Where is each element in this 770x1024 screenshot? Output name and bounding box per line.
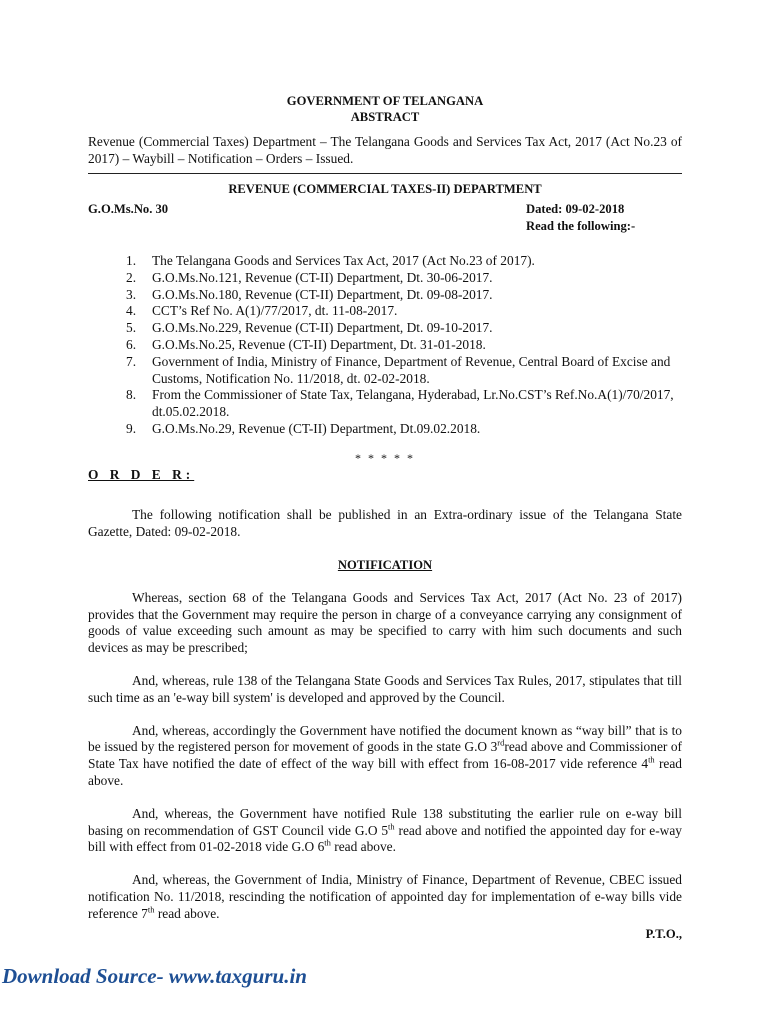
- reference-text: From the Commissioner of State Tax, Telangana, Hyderabad, Lr.No.CST’s Ref.No.A(1)/70/2017, dt.05.02.2018.: [152, 387, 674, 420]
- separator: * * * * *: [355, 450, 415, 465]
- reference-number: 1.: [126, 252, 137, 268]
- reference-text: Government of India, Ministry of Finance, Department of Revenue, Central Board of Excise and Customs, Notification No. 11/2018, dt. 02-02-2018.: [152, 353, 671, 386]
- reference-number: 5.: [126, 320, 137, 336]
- reference-item: [88, 320, 682, 337]
- order-heading: O R D E R:: [88, 466, 195, 482]
- pto-label: P.T.O.,: [645, 927, 682, 942]
- paragraph-3: And, whereas, accordingly the Government have notified the document known as “way bill” that is to be issued by the registered person for movement of goods in the state G.O 3rdread above and Commissioner of State Tax have notified the date of effect of the way bill with effect from 16-08-2017 vide reference 4th read above.: [88, 722, 683, 788]
- govt-heading: GOVERNMENT OF TELANGANA: [286, 94, 484, 108]
- document-page: [88, 94, 682, 943]
- read-row: [88, 218, 682, 235]
- go-date: Dated: 09-02-2018: [526, 202, 625, 217]
- reference-number: 6.: [126, 336, 137, 352]
- download-source-link[interactable]: Download Source- www.taxguru.in: [2, 964, 307, 988]
- reference-number: 2.: [126, 269, 137, 285]
- paragraph-5: And, whereas, the Government of India, Ministry of Finance, Department of Revenue, CBEC issued notification No. 11/2018, rescinding the notification of appointed day for implementation of e-way bills vide reference 7th read above.: [88, 872, 682, 921]
- read-following: Read the following:-: [526, 219, 636, 234]
- reference-item: [88, 303, 682, 320]
- reference-item: [88, 421, 682, 438]
- reference-number: 3.: [126, 286, 137, 302]
- reference-item: [88, 287, 682, 304]
- reference-item: [88, 337, 682, 354]
- divider: [88, 173, 682, 174]
- go-number: G.O.Ms.No. 30: [88, 202, 169, 217]
- subject-line: Revenue (Commercial Taxes) Department – The Telangana Goods and Services Tax Act, 2017 (Act No.23 of 2017) – Waybill – Notification – Orders – Issued.: [88, 134, 682, 166]
- order-paragraph: The following notification shall be published in an Extra-ordinary issue of the Telangana State Gazette, Dated: 09-02-2018.: [88, 507, 682, 540]
- paragraph-1: Whereas, section 68 of the Telangana Goods and Services Tax Act, 2017 (Act No. 23 of 2017) provides that the Government may require the person in charge of a conveyance carrying any consignment of goods of value exceeding such amount as may be specified to carry with him such documents and such devices as may be prescribed;: [88, 589, 682, 656]
- paragraph-4: And, whereas, the Government have notified Rule 138 substituting the earlier rule on e-way bill basing on recommendation of GST Council vide G.O 5th read above and notified the appointed day for e-way bill with effect from 01-02-2018 vide G.O 6th read above.: [88, 805, 682, 855]
- reference-text: G.O.Ms.No.121, Revenue (CT-II) Department, Dt. 30-06-2017.: [152, 269, 493, 285]
- references-list: [88, 253, 682, 438]
- reference-text: G.O.Ms.No.180, Revenue (CT-II) Department, Dt. 09-08-2017.: [152, 286, 493, 302]
- reference-item: [88, 354, 682, 388]
- reference-text: G.O.Ms.No.229, Revenue (CT-II) Department, Dt. 09-10-2017.: [152, 320, 493, 336]
- reference-number: 4.: [126, 303, 137, 319]
- reference-text: CCT’s Ref No. A(1)/77/2017, dt. 11-08-2017.: [152, 303, 398, 319]
- reference-item: [88, 387, 682, 421]
- reference-text: The Telangana Goods and Services Tax Act, 2017 (Act No.23 of 2017).: [152, 252, 535, 268]
- reference-number: 8.: [126, 387, 137, 403]
- reference-number: 9.: [126, 420, 137, 436]
- department-heading: REVENUE (COMMERCIAL TAXES-II) DEPARTMENT: [228, 181, 542, 196]
- reference-item: [88, 253, 682, 270]
- reference-number: 7.: [126, 353, 137, 369]
- abstract-heading: ABSTRACT: [350, 109, 420, 124]
- notification-heading: NOTIFICATION: [337, 557, 433, 572]
- go-row: [88, 201, 682, 218]
- paragraph-2: And, whereas, rule 138 of the Telangana State Goods and Services Tax Rules, 2017, stipulates that till such time as an 'e-way bill system' is developed and approved by the Council.: [88, 672, 682, 705]
- reference-text: G.O.Ms.No.25, Revenue (CT-II) Department, Dt. 31-01-2018.: [152, 336, 486, 352]
- reference-item: [88, 270, 682, 287]
- reference-text: G.O.Ms.No.29, Revenue (CT-II) Department, Dt.09.02.2018.: [152, 420, 481, 436]
